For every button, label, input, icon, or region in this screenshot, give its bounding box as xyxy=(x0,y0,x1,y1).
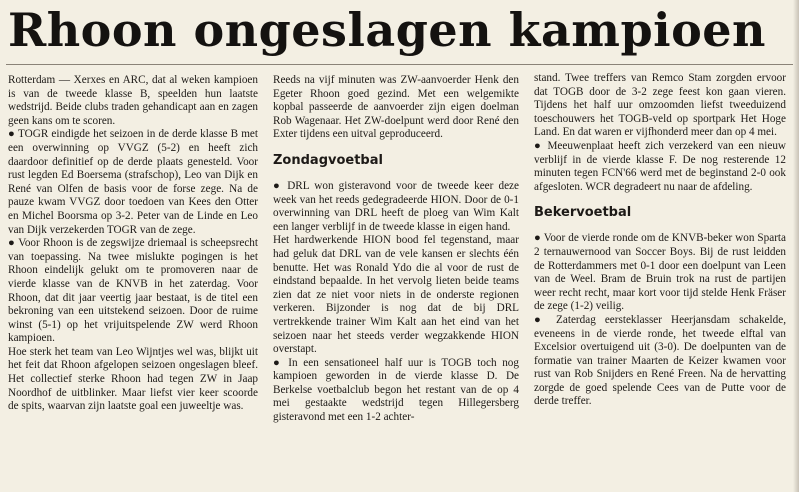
paragraph: ● Voor de vierde ronde om de KNVB-beker won Sparta 2 ternauwernood van Soccer Boys. Bij de rust leidden de Rotterdammers met 0-1 door een doelpunt van Leen van de Weel. Bram de Bruin trok na rust de partijen weer recht recht, maar kort voor tijd stelde Henk Fräser de zege (1-2) veilig. xyxy=(534,232,786,313)
paragraph: stand. Twee treffers van Remco Stam zorgden ervoor dat TOGB door de 3-2 zege feest kon gaan vieren. Tijdens het half uur omzoomden liefst tweeduizend toeschouwers het TOGB-veld op sportpark Het Hoge Land. En dat waren er vijfhonderd meer dan op 4 mei. xyxy=(534,72,786,139)
paragraph: ● TOGR eindigde het seizoen in de derde klasse B met een overwinning op VVGZ (5-2) en heeft zich daardoor definitief op de derde plaats genesteld. Voor rust legden Ed Boersema (strafschop), Leo van Dijk en René van Olfen de basis voor de forse zege. Na de pauze kwam VVGZ door toedoen van Kees den Otter en Michel Boorsma op 3-2. Peter van de Linde en Leo van Dijk verzekerden TOGR van de zege. xyxy=(8,128,258,236)
paragraph: ● DRL won gisteravond voor de tweede keer deze week van het reeds gedegradeerde HION. Door de 0-1 overwinning van DRL heeft de ploeg van Wim Kalt een langer verblijf in de tweede klasse in eigen hand. xyxy=(273,179,519,233)
paragraph: Rotterdam — Xerxes en ARC, dat al weken kampioen is van de tweede klasse B, speelden hun laatste wedstrijd. Beide clubs traden gehandicapt aan en zagen geen kans om te scoren. xyxy=(8,74,258,127)
column-3 xyxy=(534,72,786,409)
headline: Rhoon ongeslagen kampioen xyxy=(8,3,767,57)
paragraph: Het hardwerkende HION bood fel tegenstand, maar had geluk dat DRL van de vele kansen er slechts één benutte. Het was Ronald Ydo die al voor de rust de eindstand bepaalde. In het vervolg lieten beide teams zien dat ze niet voor niets in de onderste regionen verkeren. Bijzonder is nog dat de bij DRL vertrekkende trainer Wim Kalt aan het eind van het seizoen naar het steeds verder wegzakkende HION overstapt. xyxy=(273,234,519,356)
paragraph: Reeds na vijf minuten was ZW-aanvoerder Henk den Egeter Rhoon goed gezind. Met een welgemikte kopbal passeerde de aanvoerder zijn eigen doelman Rob Wagenaar. Het ZW-doelpunt werd door René den Exter tijdens een uitval geproduceerd. xyxy=(273,74,519,141)
paper-edge-shadow xyxy=(793,0,799,492)
paragraph: Hoe sterk het team van Leo Wijntjes wel was, blijkt uit het feit dat Rhoon afgelopen seizoen ongeslagen bleef. Het collectief sterke Rhoon had tegen ZW in Jaap Noordhof de uitblinker. Maar liefst vier keer scoorde de spits, waarvan zijn laatste goal een juweeltje was. xyxy=(8,345,258,413)
column-1 xyxy=(8,74,258,414)
paragraph: ● Voor Rhoon is de zegswijze driemaal is scheepsrecht van toepassing. Na twee mislukte pogingen is het Rhoon eindelijk gelukt om te promoveren naar de vierde klasse van de KNVB in het zaterdag. Voor Rhoon, dat dit jaar veertig jaar bestaat, is de titel een bekroning van een uitstekend seizoen. Door de ruime winst (5-1) op het vrijuitspelende ZW werd Rhoon kampioen. xyxy=(8,237,258,345)
paragraph: ● In een sensationeel half uur is TOGB toch nog kampioen geworden in de vierde klasse D. De Berkelse voetbalclub begon het restant van de op 4 mei gestaakte wedstrijd tegen Hillegersberg gisteravond met een 1-2 achter- xyxy=(273,356,519,424)
section-heading-zondagvoetbal: Zondagvoetbal xyxy=(273,152,383,168)
column-2 xyxy=(273,74,519,425)
paragraph: ● Zaterdag eersteklasser Heerjansdam schakelde, eveneens in de vierde ronde, het tweede elftal van Excelsior overtuigend uit (3-0). De doelpunten van de formatie van trainer Maarten de Keizer kwamen voor rust van Rob Snijders en René Freen. Na de hervatting zorgde de goed spelende Cees van de Putte voor de derde treffer. xyxy=(534,313,786,408)
headline-rule xyxy=(6,64,793,65)
paragraph: ● Meeuwenplaat heeft zich verzekerd van een nieuw verblijf in de vierde klasse F. De nog resterende 12 minuten tegen FCN'66 werd met de beginstand 2-0 ook afgesloten. WCR degradeert nu naar de afdeling. xyxy=(534,139,786,193)
section-heading-bekervoetbal: Bekervoetbal xyxy=(534,205,632,221)
